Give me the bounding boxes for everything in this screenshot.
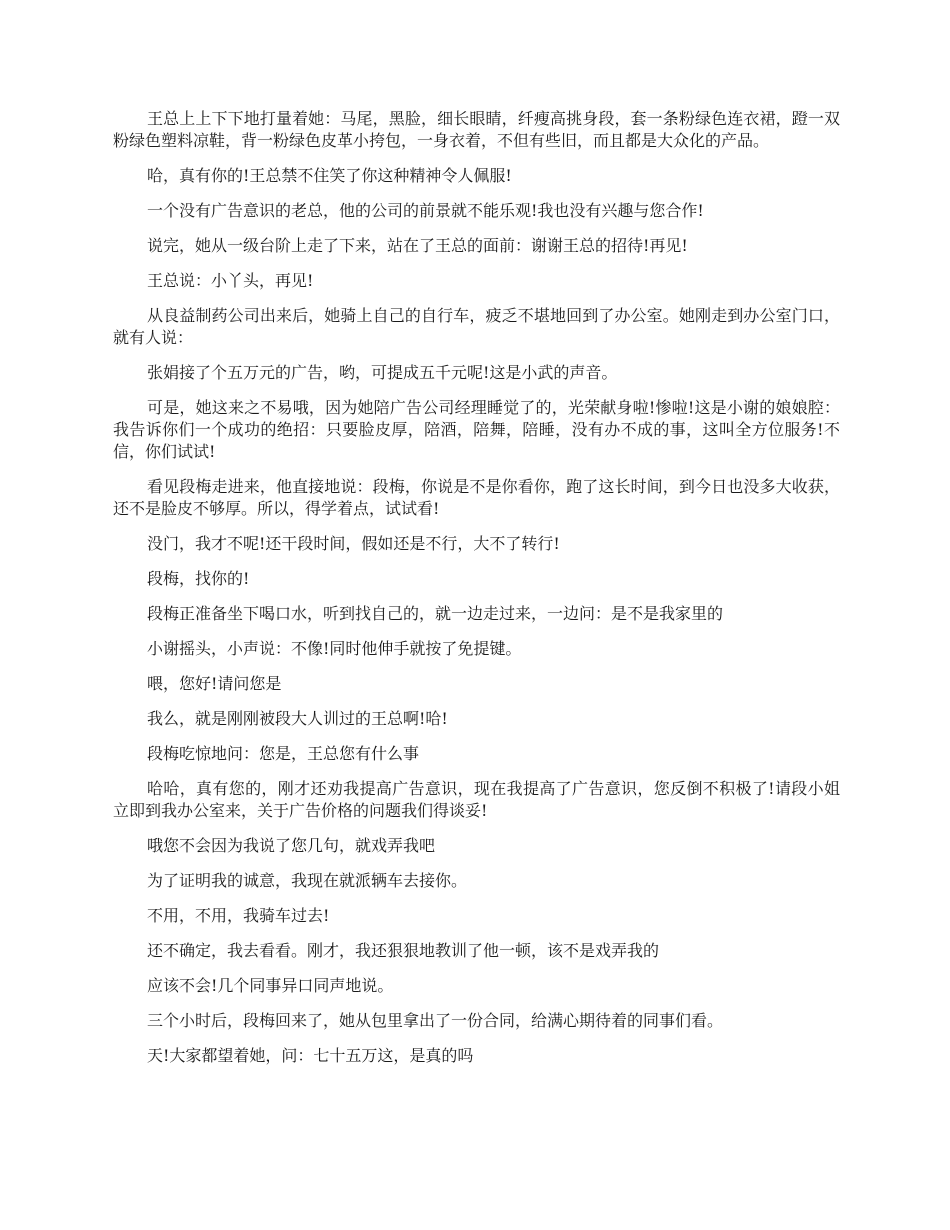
paragraph: 张娟接了个五万元的广告，哟，可提成五千元呢!这是小武的声音。 (147, 363, 618, 382)
paragraph: 看见段梅走进来，他直接地说：段梅，你说是不是你看你，跑了这长时间，到今日也没多大收获，还不是脸皮不够厚。所以，得学着点，试试看! (113, 477, 840, 518)
paragraph: 我么，就是刚刚被段大人训过的王总啊!哈! (147, 709, 448, 728)
paragraph: 三个小时后，段梅回来了，她从包里拿出了一份合同，给满心期待着的同事们看。 (147, 1011, 724, 1030)
paragraph: 段梅吃惊地问：您是，王总您有什么事 (147, 744, 420, 763)
paragraph: 哈，真有你的!王总禁不住笑了你这种精神令人佩服! (147, 166, 512, 185)
paragraph: 一个没有广告意识的老总，他的公司的前景就不能乐观!我也没有兴趣与您合作! (147, 201, 704, 220)
paragraph: 喂，您好!请问您是 (147, 674, 282, 693)
paragraph: 王总上上下下地打量着她：马尾，黑脸，细长眼睛，纤瘦高挑身段，套一条粉绿色连衣裙，蹬一双粉绿色塑料凉鞋，背一粉绿色皮革小挎包，一身衣着，不但有些旧，而且都是大众化的产品。 (113, 109, 840, 150)
paragraph: 为了证明我的诚意，我现在就派辆车去接你。 (147, 871, 468, 890)
paragraph: 没门，我才不呢!还干段时间，假如还是不行，大不了转行! (147, 534, 560, 553)
paragraph: 说完，她从一级台阶上走了下来，站在了王总的面前：谢谢王总的招待!再见! (147, 236, 688, 255)
paragraph: 哈哈，真有您的，刚才还劝我提高广告意识，现在我提高了广告意识，您反倒不积极了!请段小姐立即到我办公室来，关于广告价格的问题我们得谈妥! (113, 779, 840, 820)
paragraph: 不用，不用，我骑车过去! (147, 906, 330, 925)
paragraph: 应该不会!几个同事异口同声地说。 (147, 976, 394, 995)
paragraph: 可是，她这来之不易哦，因为她陪广告公司经理睡觉了的，光荣献身啦!惨啦!这是小谢的娘娘腔：我告诉你们一个成功的绝招：只要脸皮厚，陪酒，陪舞，陪睡，没有办不成的事，这叫全方位服务!不信，你们试试! (113, 398, 840, 461)
paragraph: 天!大家都望着她，问：七十五万这，是真的吗 (147, 1046, 474, 1065)
document-body (113, 108, 840, 1080)
paragraph: 从良益制药公司出来后，她骑上自己的自行车，疲乏不堪地回到了办公室。她刚走到办公室门口，就有人说： (113, 306, 840, 347)
paragraph: 王总说：小丫头，再见! (147, 271, 314, 290)
paragraph: 段梅正准备坐下喝口水，听到找自己的，就一边走过来，一边问：是不是我家里的 (147, 604, 724, 623)
paragraph: 小谢摇头，小声说：不像!同时他伸手就按了免提键。 (147, 639, 522, 658)
paragraph: 段梅，找你的! (147, 569, 250, 588)
paragraph: 哦您不会因为我说了您几句，就戏弄我吧 (147, 836, 436, 855)
paragraph: 还不确定，我去看看。刚才，我还狠狠地教训了他一顿，该不是戏弄我的 (147, 941, 660, 960)
